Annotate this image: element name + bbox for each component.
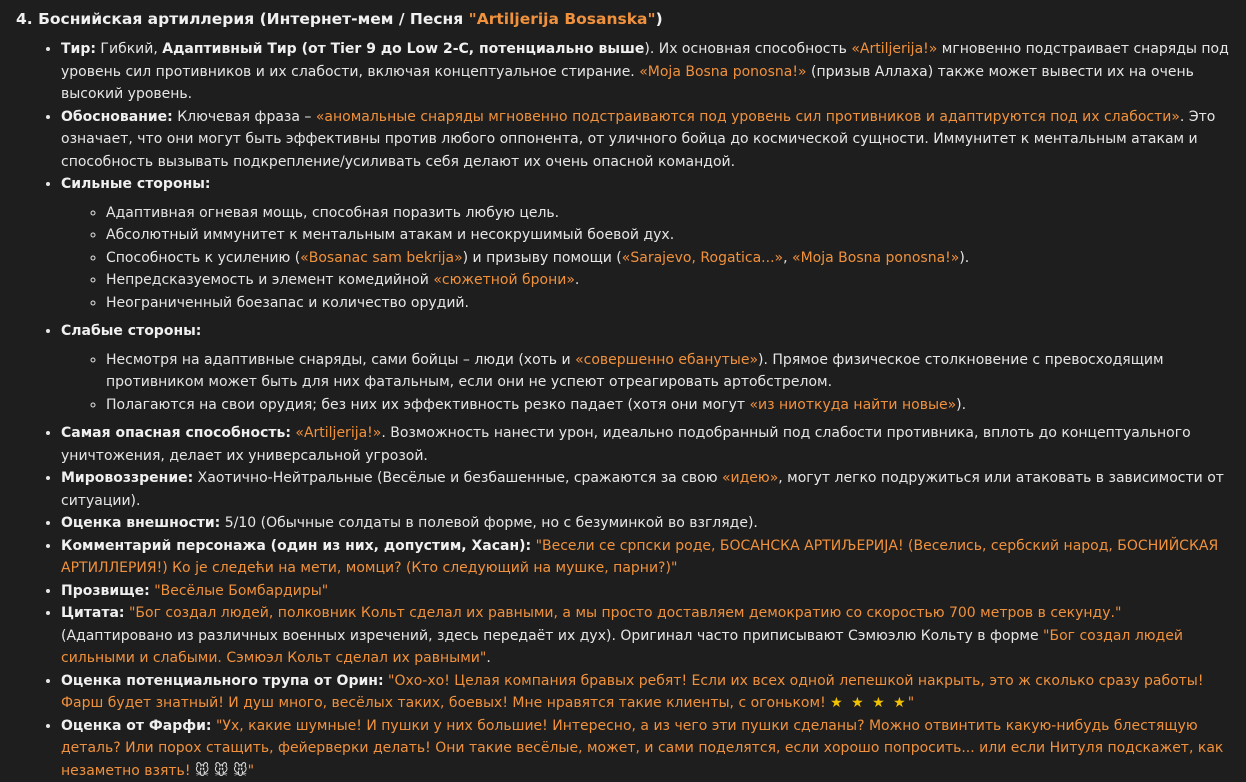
label: Обоснование: — [61, 109, 173, 125]
text: ). — [956, 397, 966, 413]
bold-text: Адаптивный Тир (от Tier 9 до Low 2-C, потенциально выше — [162, 41, 644, 57]
text: Несмотря на адаптивные снаряды, сами бойцы – люди (хоть и — [106, 352, 575, 368]
text: ). Их основная способность — [644, 41, 851, 57]
highlight: «сюжетной брони» — [433, 272, 575, 288]
highlight: "Ух, какие шумные! И пушки у них большие! Интересно, а из чего эти пушки сделаны? Можно отвинтить какую-нибудь блестящую деталь? Или порох стащить, фейерверки делать! Они такие весёлые, может, и сами поделятся, если хорошо попросить... или если Нитуля подскажет, как незаметно взять! — [61, 718, 1223, 779]
list-item-quote — [61, 602, 1232, 670]
text: Непредсказуемость и элемент комедийной — [106, 272, 433, 288]
text: Ключевая фраза – — [173, 109, 316, 125]
label: Тир: — [61, 41, 96, 57]
star-icon: ★ ★ ★ ★ — [830, 695, 908, 711]
main-list — [16, 38, 1232, 782]
list-item-strengths — [61, 173, 1232, 314]
highlight: «Sarajevo, Rogatica...» — [622, 250, 783, 266]
text: (призыв Аллаха) также может вывести их на очень высокий уровень. — [61, 64, 1194, 103]
highlight: "Весели се српски роде, БОСАНСКА АРТИЉЕРИЈА! (Веселись, сербский народ, БОСНИЙСКАЯ АРТИЛЛЕРИЯ!) Ко је следећи на мети, момци? (Кто следующий на мушке, парни?)" — [61, 538, 1218, 577]
text: Способность к усилению ( — [106, 250, 300, 266]
heading-suffix: ) — [656, 10, 663, 28]
list-item-rationale — [61, 106, 1232, 174]
text: Абсолютный иммунитет к ментальным атакам и несокрушимый боевой дух. — [106, 227, 674, 243]
label: Комментарий персонажа (один из них, допустим, Хасан): — [61, 538, 531, 554]
highlight: "Бог создал людей, полковник Кольт сделал их равными, а мы просто доставляем демократию со скоростью 700 метров в секунду." — [129, 605, 1121, 621]
strengths-list — [61, 202, 1232, 315]
highlight: "Охо-хо! Целая компания бравых ребят! Если их всех одной лепешкой накрыть, это ж сколько сразу работы! Фарш будет знатный! И душ много, весёлых таких, боевых! Мне нравятся такие клиенты, с огоньком! — [61, 673, 1203, 712]
highlight: "Весёлые Бомбардиры" — [154, 583, 328, 599]
text: . — [486, 650, 490, 666]
text: , — [783, 250, 792, 266]
text: Неограниченный боезапас и количество орудий. — [106, 295, 469, 311]
heading-song: "Artiljerija Bosanska" — [469, 10, 656, 28]
label: Слабые стороны: — [61, 323, 201, 339]
label: Мировоззрение: — [61, 470, 193, 486]
mouse-icon: 🐭 🐭 🐭 — [195, 763, 248, 779]
label: Оценка потенциального трупа от Орин: — [61, 673, 384, 689]
text: ). — [959, 250, 969, 266]
highlight: " — [908, 695, 914, 711]
label: Оценка от Фарфи: — [61, 718, 212, 734]
highlight: " — [248, 763, 254, 779]
highlight: «из ниоткуда найти новые» — [749, 397, 956, 413]
list-item-worldview — [61, 467, 1232, 512]
highlight: «Moja Bosna ponosna!» — [792, 250, 959, 266]
text: . — [575, 272, 579, 288]
list-item — [106, 349, 1232, 394]
list-item — [106, 269, 1232, 292]
list-item — [106, 292, 1232, 315]
label: Сильные стороны: — [61, 176, 211, 192]
text: мгновенно подстраивает снаряды под уровень сил противников и их слабости, включая концептуальное стирание. — [61, 41, 1229, 80]
text: , могут легко подружиться или атаковать в зависимости от ситуации). — [61, 470, 1224, 509]
highlight: «аномальные снаряды мгновенно подстраиваются под уровень сил противников и адаптируются под их слабости» — [316, 109, 1180, 125]
list-item-tier — [61, 38, 1232, 106]
label: Самая опасная способность: — [61, 425, 291, 441]
text: ) и призыву помощи ( — [463, 250, 622, 266]
list-item-comment — [61, 535, 1232, 580]
list-item-farfi — [61, 715, 1232, 782]
label: Оценка внешности: — [61, 515, 220, 531]
section-heading — [16, 6, 1232, 32]
highlight: «Artiljerija!» — [295, 425, 381, 441]
label: Цитата: — [61, 605, 125, 621]
label: Прозвище: — [61, 583, 150, 599]
text: (Адаптировано из различных военных изречений, здесь передаёт их дух). Оригинал часто приписывают Сэмюэлю Кольту в форме — [61, 628, 1043, 644]
list-item — [106, 202, 1232, 225]
list-item — [106, 224, 1232, 247]
list-item-weaknesses — [61, 320, 1232, 416]
text: . Это означает, что они могут быть эффективны против любого оппонента, от уличного бойца до космической сущности. Иммунитет к ментальным атакам и способность вызывать подкрепление/усиливать себя делают их очень опасной командой. — [61, 109, 1215, 170]
text: Адаптивная огневая мощь, способная поразить любую цель. — [106, 205, 559, 221]
list-item-dangerous-ability — [61, 422, 1232, 467]
text: Полагаются на свои орудия; без них их эффективность резко падает (хотя они могут — [106, 397, 749, 413]
list-item-looks — [61, 512, 1232, 535]
text: Хаотично-Нейтральные (Весёлые и безбашенные, сражаются за свою — [193, 470, 722, 486]
text: . Возможность нанести урон, идеально подобранный под слабости противника, вплоть до концептуального уничтожения, делает их универсальной угрозой. — [61, 425, 1191, 464]
text: Гибкий, — [96, 41, 162, 57]
list-item-orin — [61, 670, 1232, 715]
highlight: «идею» — [722, 470, 778, 486]
highlight: "Бог создал людей сильными и слабыми. Сэмюэл Кольт сделал их равными" — [61, 628, 1183, 667]
list-item-nickname — [61, 580, 1232, 603]
highlight: «Artiljerija!» — [851, 41, 937, 57]
highlight: «совершенно ебанутые» — [575, 352, 758, 368]
weaknesses-list — [61, 349, 1232, 417]
list-item — [106, 247, 1232, 270]
highlight: «Moja Bosna ponosna!» — [639, 64, 806, 80]
text: 5/10 (Обычные солдаты в полевой форме, но с безуминкой во взгляде). — [220, 515, 758, 531]
heading-text: 4. Боснийская артиллерия (Интернет-мем / Песня — [16, 10, 469, 28]
highlight: «Bosanac sam bekrija» — [300, 250, 462, 266]
text: ). Прямое физическое столкновение с превосходящим противником может быть для них фатальным, если они не успеют отреагировать артобстрелом. — [106, 352, 1164, 391]
list-item — [106, 394, 1232, 417]
